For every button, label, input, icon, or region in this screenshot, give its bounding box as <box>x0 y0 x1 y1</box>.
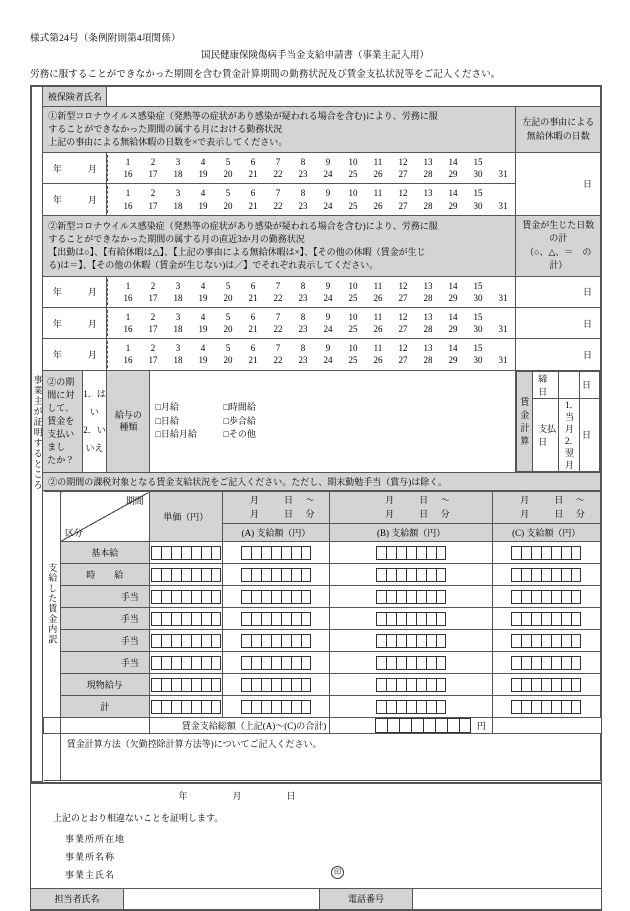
section2-yearmonth-2[interactable]: 年 月 <box>43 307 107 338</box>
amount-c-subtotal[interactable] <box>492 696 600 718</box>
table-row <box>44 652 600 674</box>
salary-kind-label: 給与の 種類 <box>107 370 150 473</box>
row-label-in-kind-payment: 現物給与 <box>60 674 149 696</box>
amount-a-header: (A) 支給額（円） <box>222 524 330 542</box>
checkbox-monthly[interactable]: □月給 <box>155 401 179 412</box>
pay-answer-yes[interactable]: 1．はい <box>83 389 106 418</box>
checkbox-hourly[interactable]: □時間給 <box>223 401 256 412</box>
section1-yearmonth-2[interactable]: 年 月 <box>43 184 107 215</box>
insured-name-label: 被保険者氏名 <box>43 87 107 107</box>
table-row <box>44 586 600 608</box>
contact-person-label: 担当者氏名 <box>31 888 124 909</box>
amount-b-allowance-1[interactable] <box>330 586 493 608</box>
grand-total-label: 賃金支給総額（上記(A)～(C)の合計) <box>149 718 330 734</box>
unit-price-hourly-pay[interactable] <box>149 564 222 586</box>
amount-a-allowance-2[interactable] <box>222 608 330 630</box>
certification-date[interactable]: 年 月 日 <box>178 790 296 801</box>
unit-price-in-kind[interactable] <box>149 674 222 696</box>
section2-paid-days-value-3[interactable]: 日 <box>516 339 601 370</box>
section2-days-3[interactable] <box>107 339 516 370</box>
payday-next-month[interactable]: 2．翌月 <box>565 435 579 471</box>
section2-days-2[interactable] <box>107 307 516 338</box>
section1-yearmonth-1[interactable]: 年 月 <box>43 153 107 184</box>
payday-label: 支払日 <box>533 398 559 472</box>
amount-a-allowance-4[interactable] <box>222 652 330 674</box>
unit-price-allowance-2[interactable] <box>149 608 222 630</box>
amount-a-subtotal[interactable] <box>222 696 330 718</box>
amount-b-allowance-3[interactable] <box>330 630 493 652</box>
amount-b-allowance-2[interactable] <box>330 608 493 630</box>
pay-answer-options[interactable] <box>82 370 107 473</box>
amount-a-allowance-3[interactable] <box>222 630 330 652</box>
payday-options[interactable] <box>559 398 580 472</box>
section2-yearmonth-1[interactable]: 年 月 <box>43 276 107 307</box>
office-address-label: 事業所所在地 <box>65 833 126 844</box>
days-row-bottom: 16 17 18 19 20 21 22 23 24 25 26 27 28 29 30 31 <box>123 200 508 211</box>
table-row <box>44 542 600 564</box>
closing-date-field[interactable] <box>559 371 580 398</box>
certification-statement: 上記のとおり相違ないことを証明します。 <box>53 812 224 823</box>
form-frame <box>30 85 602 911</box>
employer-certify-side-label: 事業主が証明するところ <box>32 87 43 782</box>
grand-total-value[interactable] <box>330 718 493 734</box>
telephone-field[interactable] <box>413 888 602 909</box>
form-number: 様式第24号（条例附則第4項関係） <box>30 34 181 44</box>
table-row <box>44 608 600 630</box>
row-label-hourly-pay: 時 給 <box>60 564 149 586</box>
days-row-bottom: 16 17 18 19 20 21 22 23 24 25 26 27 28 29 30 31 <box>123 355 508 366</box>
amount-c-allowance-2[interactable] <box>492 608 600 630</box>
checkbox-commission[interactable]: □歩合給 <box>223 415 256 426</box>
payday-unit: 日 <box>579 398 599 472</box>
amount-c-basic-pay[interactable] <box>492 542 600 564</box>
unit-price-header: 単価（円） <box>149 492 222 542</box>
section2-days-1[interactable] <box>107 276 516 307</box>
days-row-bottom: 16 17 18 19 20 21 22 23 24 25 26 27 28 29 30 31 <box>123 292 508 303</box>
amount-b-hourly-pay[interactable] <box>330 564 493 586</box>
amount-b-allowance-4[interactable] <box>330 652 493 674</box>
amount-b-basic-pay[interactable] <box>330 542 493 564</box>
section2-yearmonth-3[interactable]: 年 月 <box>43 339 107 370</box>
unit-price-basic-pay[interactable] <box>149 542 222 564</box>
period-a-header[interactable]: 月 日 ～ 月 日 分 <box>222 492 330 524</box>
employer-name-label: 事業主氏名 <box>65 869 116 880</box>
main-table <box>31 86 601 782</box>
wage-calc-method-note[interactable]: 賃金計算方法（欠勤控除計算方法等)についてご記入ください。 <box>60 734 600 781</box>
seal-icon: 印 <box>331 866 344 879</box>
days-row-top: 1 2 3 4 5 6 7 8 9 10 11 12 13 14 15 <box>125 280 483 291</box>
unit-price-subtotal[interactable] <box>149 696 222 718</box>
row-label-allowance-1[interactable]: 手当 <box>60 586 149 608</box>
unit-price-allowance-1[interactable] <box>149 586 222 608</box>
closing-date-label: 締 日 <box>533 371 559 398</box>
wage-table <box>43 491 600 781</box>
amount-a-hourly-pay[interactable] <box>222 564 330 586</box>
grand-total-unit: 円 <box>476 721 486 732</box>
wage-table-container <box>43 491 601 782</box>
lead-instruction: 労務に服することができなかった期間を含む賃金計算期間の勤務状況及び賃金支払状況等をご記入ください。 <box>30 70 501 80</box>
row-label-allowance-4[interactable]: 手当 <box>60 652 149 674</box>
wage-method-side-spacer <box>44 734 61 781</box>
table-row <box>44 564 600 586</box>
table-row <box>44 696 600 718</box>
section1-right-header: 左記の事由による 無給休暇の日数 <box>516 107 601 153</box>
section1-days-2[interactable] <box>107 184 516 215</box>
amount-a-basic-pay[interactable] <box>222 542 330 564</box>
days-row-bottom: 16 17 18 19 20 21 22 23 24 25 26 27 28 29 30 31 <box>123 169 508 180</box>
section1-statement: ①新型コロナウイルス感染症（発熱等の症状があり感染が疑われる場合を含む)により、労務に服 することができなかった期間の属する月における勤務状況 上記の事由による無給休暇の日数を×で表示してください。 <box>43 107 516 153</box>
section2-paid-days-value-2[interactable]: 日 <box>516 307 601 338</box>
days-row-bottom: 16 17 18 19 20 21 22 23 24 25 26 27 28 29 30 31 <box>123 324 508 335</box>
certification-block <box>31 783 341 889</box>
table-row <box>44 674 600 696</box>
payday-current-month[interactable]: 1．当月 <box>565 399 579 434</box>
period-category-corner: 期間 区分 <box>60 492 149 542</box>
checkbox-daily-monthly[interactable]: □日給月給 <box>155 429 197 440</box>
days-row-top: 1 2 3 4 5 6 7 8 9 10 11 12 13 14 15 <box>125 188 483 199</box>
document-title: 国民健康保険傷病手当金支給申請書（事業主記入用） <box>200 51 429 61</box>
row-label-allowance-2[interactable]: 手当 <box>60 608 149 630</box>
amount-c-allowance-4[interactable] <box>492 652 600 674</box>
section1-days-1[interactable] <box>107 153 516 184</box>
row-label-subtotal: 計 <box>60 696 149 718</box>
insured-name-field[interactable] <box>107 87 601 107</box>
pay-answer-no[interactable]: 2．いいえ <box>83 425 106 454</box>
checkbox-other[interactable]: □その他 <box>223 429 256 440</box>
unit-price-allowance-4[interactable] <box>149 652 222 674</box>
table-row <box>44 630 600 652</box>
grand-total-spacer-1 <box>44 718 61 734</box>
section2-right-header: 賃金が生じた日数の計 （○、△、＝ の計） <box>516 215 601 276</box>
period-c-header[interactable]: 月 日 ～ 月 日 分 <box>492 492 600 524</box>
amount-c-in-kind[interactable] <box>492 674 600 696</box>
amount-c-hourly-pay[interactable] <box>492 564 600 586</box>
section1-unpaid-days-value[interactable]: 日 <box>516 153 601 216</box>
office-name-label: 事業所名称 <box>65 851 116 862</box>
amount-b-in-kind[interactable] <box>330 674 493 696</box>
days-row-top: 1 2 3 4 5 6 7 8 9 10 11 12 13 14 15 <box>125 343 483 354</box>
wage-table-note: ②の期間の課税対象となる賃金支給状況をご記入ください。ただし、期末勤勉手当（賞与)は除く。 <box>43 473 601 491</box>
grand-total-spacer-2 <box>60 718 149 734</box>
salary-kind-checkboxes[interactable] <box>150 370 516 473</box>
telephone-label: 電話番号 <box>320 888 413 909</box>
wage-calc-block <box>516 370 601 473</box>
section2-statement: ②新型コロナウイルス感染症（発熱等の症状があり感染が疑われる場合を含む)により、労務に服 することができなかった期間の属する月の直近3か月の勤務状況 【出勤は○】、【有給休暇は△】、【上記の事由による無給休暇は×】、【その他の休暇（賃金が生じ る)は＝】、【その他の休暇（賃金が生じない)は／】でそれぞれ表示してください。 <box>43 215 516 276</box>
section2-paid-days-value-1[interactable]: 日 <box>516 276 601 307</box>
unit-price-allowance-3[interactable] <box>149 630 222 652</box>
amount-c-header: (C) 支給額（円） <box>492 524 600 542</box>
checkbox-daily[interactable]: □日給 <box>155 415 179 426</box>
wage-calc-label: 賃金計算 <box>517 371 533 472</box>
amount-a-allowance-1[interactable] <box>222 586 330 608</box>
wage-breakdown-side-label: 支給した賃金内訳 <box>44 492 61 718</box>
row-label-basic-pay: 基本給 <box>60 542 149 564</box>
certification-table <box>31 782 601 910</box>
days-row-top: 1 2 3 4 5 6 7 8 9 10 11 12 13 14 15 <box>125 157 483 168</box>
amount-c-allowance-1[interactable] <box>492 586 600 608</box>
pay-question-label: ②の期間に対して、 賃金を支払いまし たか？ <box>43 370 82 473</box>
amount-b-header: (B) 支給額（円） <box>330 524 493 542</box>
days-row-top: 1 2 3 4 5 6 7 8 9 10 11 12 13 14 15 <box>125 311 483 322</box>
row-label-allowance-3[interactable]: 手当 <box>60 630 149 652</box>
amount-b-subtotal[interactable] <box>330 696 493 718</box>
grand-total-row <box>44 718 600 734</box>
closing-date-unit: 日 <box>579 371 599 398</box>
amount-a-in-kind[interactable] <box>222 674 330 696</box>
period-b-header[interactable]: 月 日 ～ 月 日 分 <box>330 492 493 524</box>
amount-c-allowance-3[interactable] <box>492 630 600 652</box>
contact-person-field[interactable] <box>124 888 320 909</box>
